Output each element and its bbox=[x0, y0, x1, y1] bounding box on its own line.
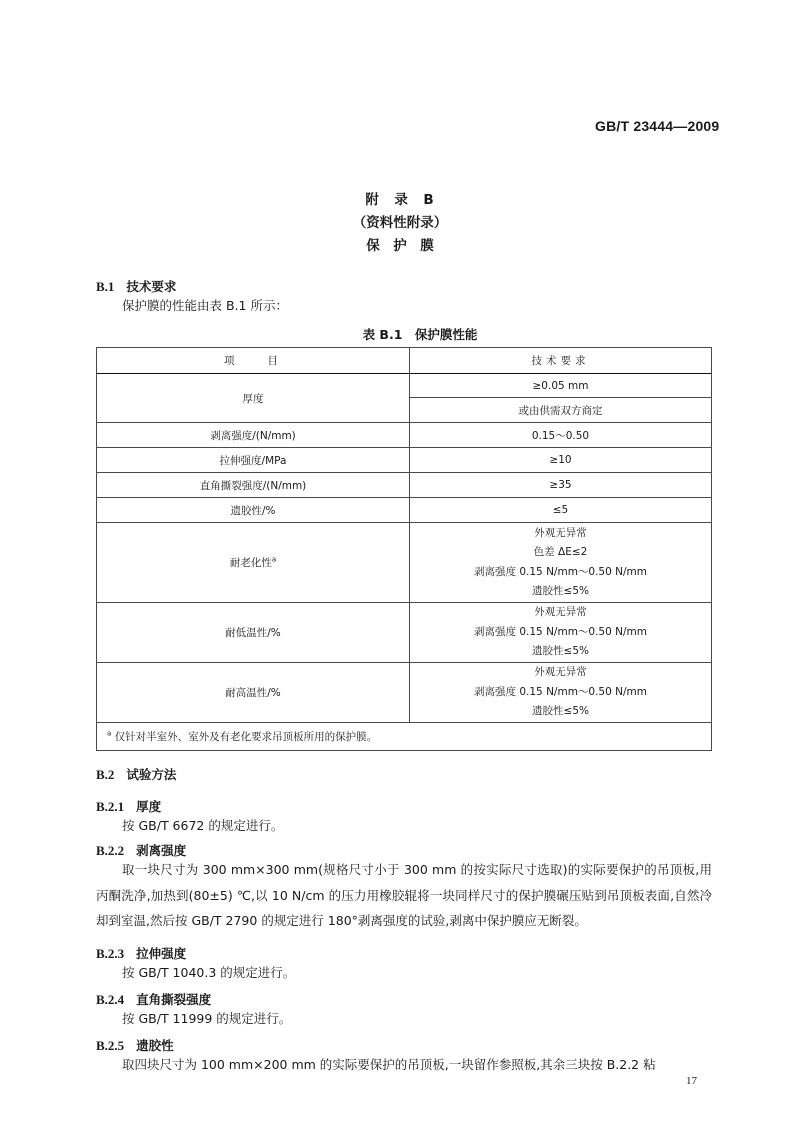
requirement-line: 色差 ΔE≤2 bbox=[533, 546, 588, 558]
section-b1-intro: 保护膜的性能由表 B.1 所示： bbox=[122, 298, 288, 313]
requirement-line: 外观无异常 bbox=[534, 526, 587, 539]
subsection-text: 取一块尺寸为 300 mm×300 mm(规格尺寸小于 300 mm 的按实际尺寸选取)的实际要保护的吊顶板,用丙酮洗净,加热到(80±5) ℃,以 10 N/cm 的压力用橡胶辊将一块同样尺寸的保护膜碾压贴到吊顶板表面,自然冷却到室温,然后按 GB/T 2790 的规定进行 180°剥离强度的试验,剥离中保护膜应无断裂。 bbox=[96, 862, 712, 928]
requirement-line: 遗胶性≤5% bbox=[532, 645, 589, 658]
footnote-marker: a bbox=[271, 555, 277, 564]
subsection-text: 按 GB/T 1040.3 的规定进行。 bbox=[122, 965, 296, 980]
row-item: 厚度 bbox=[97, 374, 410, 423]
section-b2-heading bbox=[96, 765, 176, 783]
subsection-title: 直角撕裂强度 bbox=[136, 992, 212, 1007]
table-row bbox=[97, 423, 712, 448]
row-requirement: 0.15～0.50 bbox=[410, 423, 712, 448]
table-row bbox=[97, 523, 712, 603]
row-requirement: ≥35 bbox=[410, 473, 712, 498]
row-item: 拉伸强度/MPa bbox=[97, 448, 410, 473]
requirement-line: 遗胶性≤5% bbox=[532, 705, 589, 718]
row-item: 耐高温性/% bbox=[97, 663, 410, 723]
subsection-number: B.2.4 bbox=[96, 992, 125, 1007]
subsection-text: 按 GB/T 11999 的规定进行。 bbox=[122, 1011, 292, 1026]
row-item: 剥离强度/(N/mm) bbox=[97, 423, 410, 448]
subsection-text: 取四块尺寸为 100 mm×200 mm 的实际要保护的吊顶板,一块留作参照板,其余三块按 B.2.2 粘 bbox=[122, 1057, 656, 1072]
row-requirement: ≥0.05 mm bbox=[410, 374, 712, 398]
appendix-type: （资料性附录） bbox=[352, 215, 448, 231]
row-item: 直角撕裂强度/(N/mm) bbox=[97, 473, 410, 498]
table-row bbox=[97, 448, 712, 473]
row-item: 耐低温性/% bbox=[97, 603, 410, 663]
table-header-row bbox=[97, 348, 712, 374]
column-header-requirement: 技术要求 bbox=[410, 348, 712, 374]
row-item-label: 耐老化性 bbox=[229, 557, 272, 569]
requirement-line: 外观无异常 bbox=[534, 606, 587, 619]
footnote-text: 仅针对半室外、室外及有老化要求吊顶板所用的保护膜。 bbox=[114, 731, 378, 743]
subsection-title: 厚度 bbox=[136, 799, 162, 814]
row-requirement bbox=[410, 523, 712, 603]
subsection-number: B.2.3 bbox=[96, 946, 125, 961]
subsection-text: 按 GB/T 6672 的规定进行。 bbox=[122, 818, 284, 833]
requirement-line: 剥离强度 0.15 N/mm～0.50 N/mm bbox=[474, 625, 647, 638]
requirement-line: 剥离强度 0.15 N/mm～0.50 N/mm bbox=[474, 685, 647, 698]
table-row bbox=[97, 603, 712, 663]
subsection-title: 剥离强度 bbox=[136, 843, 187, 858]
row-requirement bbox=[410, 603, 712, 663]
table-row bbox=[97, 663, 712, 723]
table-footnote-row bbox=[97, 723, 712, 751]
section-title: 试验方法 bbox=[126, 767, 177, 782]
subsection-title: 拉伸强度 bbox=[136, 946, 187, 961]
footnote-marker: a bbox=[107, 729, 112, 738]
standard-number: GB/T 23444—2009 bbox=[595, 118, 720, 134]
row-requirement: ≤5 bbox=[410, 498, 712, 523]
subsection-number: B.2.1 bbox=[96, 799, 125, 814]
section-number: B.2 bbox=[96, 767, 115, 782]
section-number: B.1 bbox=[96, 279, 115, 294]
requirement-line: 外观无异常 bbox=[534, 666, 587, 679]
row-item bbox=[97, 523, 410, 603]
row-requirement: ≥10 bbox=[410, 448, 712, 473]
appendix-subject: 保 护 膜 bbox=[366, 238, 434, 254]
table-footnote bbox=[97, 723, 712, 751]
table-row bbox=[97, 498, 712, 523]
subsection-number: B.2.2 bbox=[96, 843, 125, 858]
requirement-line: 剥离强度 0.15 N/mm～0.50 N/mm bbox=[474, 565, 647, 578]
column-header-item: 项 目 bbox=[97, 348, 410, 374]
table-caption: 表 B.1 保护膜性能 bbox=[362, 327, 478, 342]
row-item: 遗胶性/% bbox=[97, 498, 410, 523]
section-title: 技术要求 bbox=[126, 279, 177, 294]
row-requirement bbox=[410, 663, 712, 723]
row-requirement: 或由供需双方商定 bbox=[410, 398, 712, 423]
table-row bbox=[97, 374, 712, 398]
requirement-line: 遗胶性≤5% bbox=[532, 585, 589, 597]
page-number: 17 bbox=[686, 1075, 697, 1087]
subsection-number: B.2.5 bbox=[96, 1038, 125, 1053]
appendix-title: 附 录 B bbox=[365, 192, 435, 208]
protective-film-properties-table bbox=[96, 347, 712, 751]
table-row bbox=[97, 473, 712, 498]
subsection-title: 遗胶性 bbox=[136, 1038, 174, 1053]
